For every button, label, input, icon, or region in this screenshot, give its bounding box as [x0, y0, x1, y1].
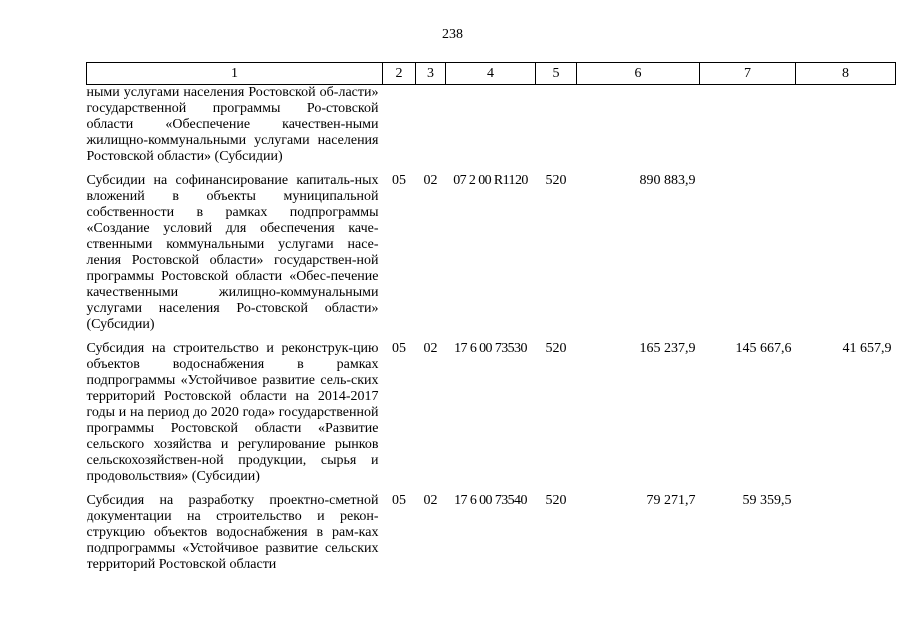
- row-amount-col7: [700, 85, 796, 166]
- column-header: 7: [700, 63, 796, 85]
- row-subsection-code: 02: [423, 493, 438, 508]
- row-target-code: 07 2 00 R1120: [453, 173, 528, 188]
- column-header: 4: [446, 63, 536, 85]
- row-subsection-code: [416, 85, 446, 166]
- row-section-code: 05: [392, 173, 406, 188]
- row-target-code: [446, 85, 536, 166]
- row-amount-col8: [796, 85, 896, 166]
- column-header: 6: [577, 63, 700, 85]
- page-number: 238: [442, 27, 463, 42]
- row-amount-col6: 165 237,9: [639, 341, 696, 356]
- row-amount-col6: 79 271,7: [646, 493, 696, 508]
- table-row: [87, 165, 896, 333]
- row-target-code: 17 6 00 73540: [454, 493, 527, 508]
- row-section-code: 05: [392, 341, 406, 356]
- table-row: [87, 333, 896, 485]
- row-amount-col8: 41 657,9: [842, 341, 892, 356]
- row-section-code: 05: [392, 493, 406, 508]
- column-header: 1: [87, 63, 383, 85]
- row-section-code: [383, 85, 416, 166]
- row-amount-col7: 59 359,5: [742, 493, 792, 508]
- row-subsection-code: 02: [423, 173, 438, 188]
- row-amount-col7: [700, 165, 796, 333]
- row-description: Субсидии на софинансирование капиталь-ных вложений в объекты муниципальной собственности в рамках подпрограммы «Создание условий для обеспечения каче-ственными коммунальными услугами насе-ления Ростовской области» государствен-ной программы Ростовской области «Обес-печение качественными жилищно-коммунальными услугами населения Ро-стовской области» (Субсидии): [86, 173, 379, 332]
- table-row: [87, 485, 896, 573]
- row-target-code: 17 6 00 73530: [454, 341, 527, 356]
- column-header: 3: [416, 63, 446, 85]
- row-amount-col7: 145 667,6: [735, 341, 792, 356]
- budget-table: [86, 62, 896, 573]
- row-description: ными услугами населения Ростовской об-ласти» государственной программы Ро-стовской области «Обеспечение качествен-ными жилищно-коммунальными услугами населения Ростовской области» (Субсидии): [86, 85, 379, 164]
- table-row: [87, 85, 896, 166]
- row-subsection-code: 02: [423, 341, 438, 356]
- table-header-row: [87, 63, 896, 85]
- column-header: 5: [536, 63, 577, 85]
- row-expense-type: 520: [545, 493, 567, 508]
- column-header: 2: [383, 63, 416, 85]
- row-amount-col8: [796, 165, 896, 333]
- row-amount-col8: [796, 485, 896, 573]
- row-expense-type: 520: [545, 173, 567, 188]
- row-expense-type: 520: [545, 341, 567, 356]
- row-amount-col6: 890 883,9: [639, 173, 696, 188]
- row-expense-type: [536, 85, 577, 166]
- column-header: 8: [796, 63, 896, 85]
- row-description: Субсидия на разработку проектно-сметной документации на строительство и рекон-струкцию объектов водоснабжения в рам-ках подпрограммы «Устойчивое развитие сельских территорий Ростовской области: [86, 493, 379, 572]
- row-description: Субсидия на строительство и реконструк-цию объектов водоснабжения в рамках подпрограммы «Устойчивое развитие сель-ских территорий Ростовской области на 2014-2017 годы и на период до 2020 года» государственной программы Ростовской области «Развитие сельского хозяйства и регулирование рынков сельскохозяйствен-ной продукции, сырья и продовольствия» (Субсидии): [86, 341, 379, 484]
- row-amount-col6: [577, 85, 700, 166]
